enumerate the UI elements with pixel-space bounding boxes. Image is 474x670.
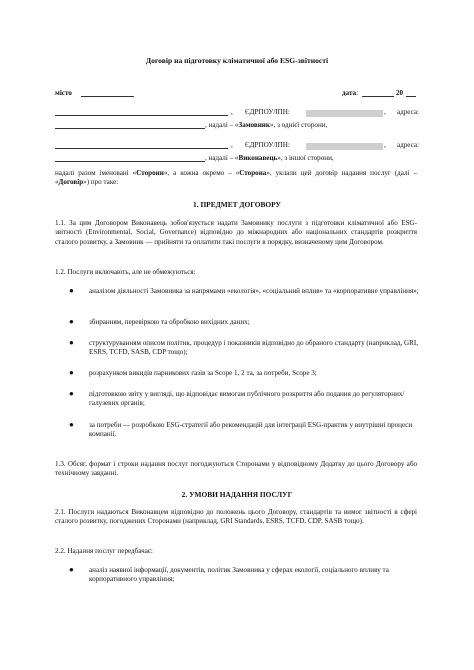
list-item: ● підготовкою звіту у вигляді, що відповідає вимогам публічного розкриття або подання до регуляторних/галузевих органів; — [69, 389, 405, 408]
list-item: ● за потреби — розробкою ESG-стратегії або рекомендацій для інтеграції ESG-практик у внутрішні процеси компанії. — [69, 420, 413, 439]
customer-role-text: , надалі – «Замовник», з однієї сторони, — [205, 121, 328, 129]
list-item: ● аналізом діяльності Замовника за напрямами «екологія», «соціальний вплив» та «корпоративне управління»; — [69, 286, 419, 295]
clause-2-2: 2.2. Надання послуг передбачає: — [55, 547, 153, 555]
executor-edrpou-label: ЄДРПОУ/ІПН: — [245, 141, 290, 149]
clause-1-3: 1.3. Обсяг, формат і строки надання послуг погоджуються Сторонами у відповідному Додатку до цього Договору або технічному завданні. — [55, 460, 417, 478]
customer-address-field[interactable] — [55, 128, 205, 129]
customer-name-field[interactable] — [55, 115, 228, 116]
bullet-icon: ● — [69, 286, 74, 295]
city-label: місто — [55, 89, 72, 97]
bullet-icon: ● — [69, 338, 74, 347]
clause-1-1: 1.1. За цим Договором Виконавець зобов'язується надати Замовнику послуги з підготовки кліматичної або ESG-звітності (Environmental, Social, Governance) відповідно до міжнародних або національних стандартів розкриття сталого розвитку, а Замовник — прийняти та оплатити такі послуги в порядку, визначеному цим Договором. — [55, 219, 417, 246]
customer-edrpou-label: ЄДРПОУ/ІПН: — [245, 108, 290, 116]
customer-edrpou-field[interactable] — [306, 110, 383, 117]
bullet-icon: ● — [69, 420, 74, 429]
clause-1-2: 1.2. Послуги включають, але не обмежуються: — [55, 268, 196, 276]
document-title: Договір на підготовку кліматичної або ESG-звітності — [145, 56, 329, 65]
executor-edrpou-field[interactable] — [306, 143, 383, 150]
list-item: ● збиранням, перевіркою та обробкою вихідних даних; — [69, 317, 250, 326]
intro-paragraph: надалі разом іменовані «Сторони», а кожна окремо – «Сторона», уклали цей договір надання послуг (далі – «Договір») про таке: — [55, 169, 417, 187]
bullet-icon: ● — [69, 565, 74, 574]
section-2-heading: 2. УМОВИ НАДАННЯ ПОСЛУГ — [181, 490, 293, 499]
city-field[interactable] — [81, 96, 134, 97]
date-year-field[interactable] — [406, 96, 416, 97]
list-item: ● структуруванням описом політик, процедур і показників відповідно до обраного стандарту (наприклад, GRI, ESRS, TCFD, SASB, CDP тощо); — [69, 338, 419, 357]
document-page: Договір на підготовку кліматичної або ESG-звітності місто дата: 20 , ЄДРПОУ/ІПН: , адреса: , надалі – «Замовник», з однієї сторони, , ЄДРПОУ/ІПН: , адреса: , надалі – «Виконавець», з іншої сторони, надалі разом іменовані «Сторони», а кожна окремо – «Сторона», уклали цей договір надання послуг (далі – «Договір») про таке: 1. ПРЕДМЕТ ДОГОВОРУ 1.1. За цим Договором Виконавець зобов'язується надати Замовнику послуги з підготовки кліматичної або ESG-звітності (Environmental, Social, Governance) відповідно до міжнародних або національних стандартів розкриття сталого розвитку, а Замовник — прийняти та оплатити такі послуги в порядку, визначеному цим Договором. 1.2. Послуги включають, але не обмежуються: ● аналізом діяльності Замовника за напрямами «екологія», «соціальний вплив» та «корпоративне управління»; ● збиранням, перевіркою та обробкою вихідних даних; ● структуруванням описом політик, процедур і показників відповідно до обраного стандарту (наприклад, GRI, ESRS, TCFD, SASB, CDP тощо); ● розрахунком викидів парникових газів за Scope 1, 2 та, за потреби, Scope 3; ● підготовкою звіту у вигляді, що відповідає вимогам публічного розкриття або подання до регуляторних/галузевих органів; ● за потреби — розробкою ESG-стратегії або рекомендацій для інтеграції ESG-практик у внутрішні процеси компанії. 1.3. Обсяг, формат і строки надання послуг погоджуються Сторонами у відповідному Додатку до цього Договору або технічному завданні. 2. УМОВИ НАДАННЯ ПОСЛУГ 2.1. Послуги надаються Виконавцем відповідно до положень цього Договору, стандартів та вимог звітності в сфері сталого розвитку, погоджених Сторонами (наприклад, GRI Standards, ESRS, TCFD, CDP, SASB тощо). 2.2. Надання послуг передбачає: ● аналіз наявної інформації, документів, політик Замовника у сферах екології, соціального впливу та корпоративного управління; — [0, 0, 474, 670]
date-label: дата: — [342, 89, 359, 97]
customer-address-label: адреса: — [397, 108, 419, 116]
executor-name-field[interactable] — [55, 148, 228, 149]
list-item: ● аналіз наявної інформації, документів, політик Замовника у сферах екології, соціального впливу та корпоративного управління; — [69, 565, 389, 584]
section-1-heading: 1. ПРЕДМЕТ ДОГОВОРУ — [193, 200, 281, 209]
clause-2-1: 2.1. Послуги надаються Виконавцем відповідно до положень цього Договору, стандартів та вимог звітності в сфері сталого розвитку, погоджених Сторонами (наприклад, GRI Standards, ESRS, TCFD, CDP, SASB тощо). — [55, 508, 417, 526]
bullet-icon: ● — [69, 368, 74, 377]
list-item: ● розрахунком викидів парникових газів за Scope 1, 2 та, за потреби, Scope 3; — [69, 368, 317, 377]
executor-address-field[interactable] — [55, 161, 205, 162]
bullet-icon: ● — [69, 389, 74, 398]
executor-address-label: адреса: — [397, 141, 419, 149]
bullet-icon: ● — [69, 317, 74, 326]
date-field[interactable] — [362, 96, 394, 97]
date-year: 20 — [396, 89, 404, 97]
executor-role-text: , надалі – «Виконавець», з іншої сторони, — [205, 154, 334, 162]
